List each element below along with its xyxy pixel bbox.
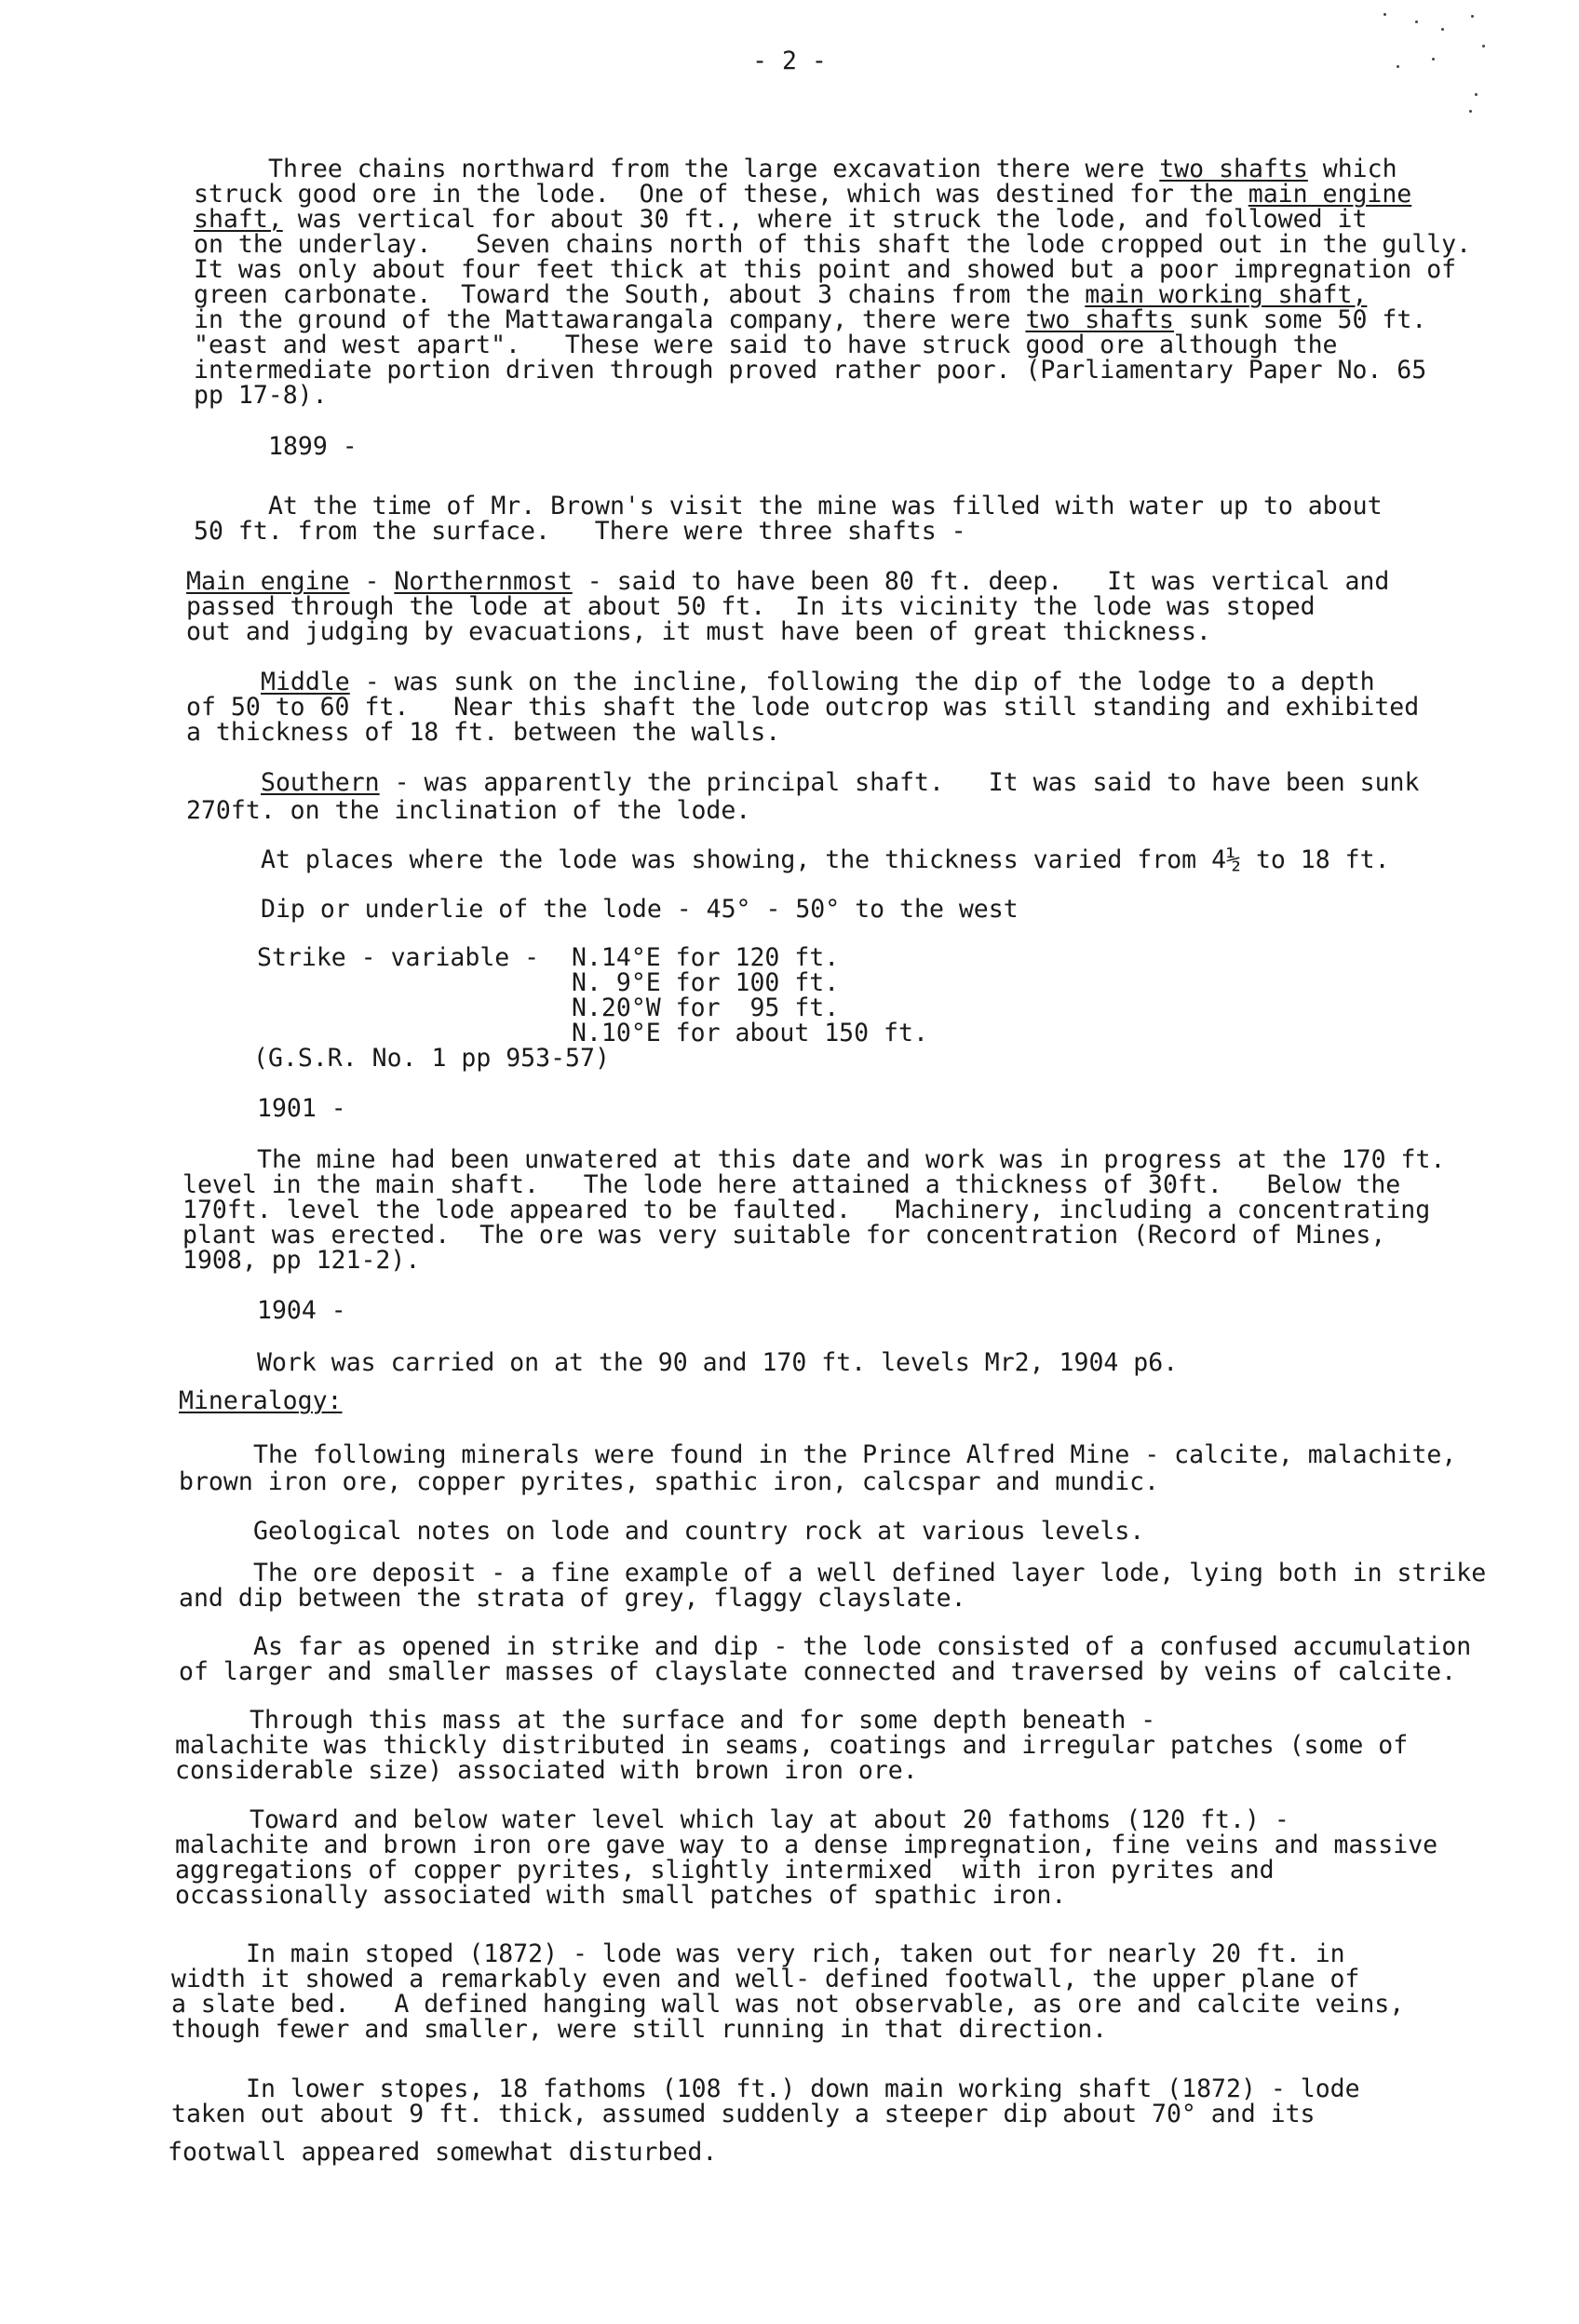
scan-speck: [1469, 110, 1472, 113]
para1-line10: pp 17-8).: [194, 381, 328, 410]
toward-line3: aggregations of copper pyrites, slightly intermixed with iron pyrites and: [175, 1856, 1275, 1885]
mineralogy-heading: Mineralogy:: [179, 1386, 343, 1415]
strike-line-4: N.10°E for about 150 ft.: [572, 1019, 928, 1047]
middle-line3: a thickness of 18 ft. between the walls.: [186, 718, 781, 747]
scan-speck: [1482, 45, 1485, 47]
strike-line-1: N.14°E for 120 ft.: [572, 943, 840, 972]
middle-line1: Middle - was sunk on the incline, following the dip of the lodge to a depth: [261, 668, 1375, 696]
para-1901-line2: level in the main shaft. The lode here attained a thickness of 30ft. Below the: [182, 1170, 1401, 1199]
para-1901-line4: plant was erected. The ore was very suitable for concentration (Record of Mines,: [182, 1221, 1386, 1250]
through-line1: Through this mass at the surface and for some depth beneath -: [250, 1706, 1156, 1735]
through-line2: malachite was thickly distributed in seams, coatings and irregular patches (some of: [175, 1731, 1409, 1760]
strike-line-3: N.20°W for 95 ft.: [572, 993, 840, 1022]
southern-line1: Southern - was apparently the principal shaft. It was said to have been sunk: [261, 768, 1420, 797]
para1-line4: on the underlay. Seven chains north of this shaft the lode cropped out in the gully.: [194, 230, 1472, 259]
para1-line6: green carbonate. Toward the South, about 3 chains from the main working shaft,: [194, 280, 1368, 309]
scan-speck: [1471, 15, 1474, 18]
strike-label: Strike - variable -: [257, 943, 540, 972]
para-1904: Work was carried on at the 90 and 170 ft. levels Mr2, 1904 p6.: [257, 1348, 1179, 1377]
as-far-line1: As far as opened in strike and dip - the lode consisted of a confused accumulation: [253, 1632, 1472, 1661]
main-engine-line3: out and judging by evacuations, it must have been of great thickness.: [186, 617, 1211, 646]
scan-speck: [1441, 28, 1444, 31]
para-1901-line3: 170ft. level the lode appeared to be faulted. Machinery, including a concentrating: [182, 1196, 1431, 1224]
dip-line: Dip or underlie of the lode - 45° - 50° to the west: [261, 895, 1019, 924]
para-1899-line1: At the time of Mr. Brown's visit the mine was filled with water up to about: [268, 492, 1383, 520]
toward-line2: malachite and brown iron ore gave way to a dense impregnation, fine veins and massive: [175, 1831, 1438, 1859]
toward-line4: occassionally associated with small patches of spathic iron.: [175, 1881, 1067, 1910]
scan-speck: [1415, 20, 1418, 23]
ore-deposit-line2: and dip between the strata of grey, flaggy clayslate.: [179, 1584, 966, 1613]
southern-line2: 270ft. on the inclination of the lode.: [186, 796, 751, 825]
as-far-line2: of larger and smaller masses of clayslate connected and traversed by veins of calcite.: [179, 1657, 1457, 1686]
year-heading-1899: 1899 -: [268, 432, 358, 461]
main-stoped-line1: In main stoped (1872) - lode was very rich, taken out for nearly 20 ft. in: [246, 1939, 1345, 1968]
main-stoped-line2: width it showed a remarkably even and well- defined footwall, the upper plane of: [171, 1965, 1360, 1993]
minerals-line1: The following minerals were found in the Prince Alfred Mine - calcite, malachite,: [253, 1440, 1457, 1469]
lower-stopes-line2: taken out about 9 ft. thick, assumed suddenly a steeper dip about 70° and its: [171, 2100, 1316, 2128]
strike-line-2: N. 9°E for 100 ft.: [572, 968, 840, 997]
thickness-line: At places where the lode was showing, the thickness varied from 4½ to 18 ft.: [261, 845, 1390, 874]
para1-line3: shaft, was vertical for about 30 ft., where it struck the lode, and followed it: [194, 205, 1368, 234]
para-1901-line5: 1908, pp 121-2).: [182, 1246, 421, 1275]
year-heading-1904: 1904 -: [257, 1296, 346, 1325]
strike-reference: (G.S.R. No. 1 pp 953-57): [253, 1044, 610, 1073]
main-engine-line2: passed through the lode at about 50 ft. In its vicinity the lode was stoped: [186, 592, 1316, 621]
main-stoped-line3: a slate bed. A defined hanging wall was not observable, as ore and calcite veins,: [171, 1990, 1405, 2019]
para1-line7: in the ground of the Mattawarangala company, there were two shafts sunk some 50 ft.: [194, 305, 1427, 334]
lower-stopes-line1: In lower stopes, 18 fathoms (108 ft.) down main working shaft (1872) - lode: [246, 2074, 1360, 2103]
para-1901-line1: The mine had been unwatered at this date and work was in progress at the 170 ft.: [257, 1145, 1446, 1174]
scan-speck: [1475, 93, 1478, 96]
para1-line9: intermediate portion driven through proved rather poor. (Parliamentary Paper No. 65: [194, 356, 1427, 385]
main-engine-line1: Main engine - Northernmost - said to have been 80 ft. deep. It was vertical and: [186, 567, 1390, 596]
minerals-line2: brown iron ore, copper pyrites, spathic iron, calcspar and mundic.: [179, 1467, 1159, 1496]
ore-deposit-line1: The ore deposit - a fine example of a well defined layer lode, lying both in strike: [253, 1559, 1487, 1588]
middle-line2: of 50 to 60 ft. Near this shaft the lode outcrop was still standing and exhibited: [186, 693, 1420, 722]
main-stoped-line4: though fewer and smaller, were still running in that direction.: [171, 2015, 1108, 2044]
para1-line8: "east and west apart". These were said to have struck good ore although the: [194, 331, 1338, 359]
para1-line5: It was only about four feet thick at this point and showed but a poor impregnation of: [194, 255, 1457, 284]
year-heading-1901: 1901 -: [257, 1094, 346, 1123]
scan-speck: [1383, 13, 1386, 16]
through-line3: considerable size) associated with brown iron ore.: [175, 1756, 918, 1785]
toward-line1: Toward and below water level which lay at about 20 fathoms (120 ft.) -: [250, 1805, 1289, 1834]
lower-stopes-line3: footwall appeared somewhat disturbed.: [168, 2138, 718, 2167]
para-1899-line2: 50 ft. from the surface. There were three shafts -: [194, 517, 966, 546]
para1-line1: Three chains northward from the large excavation there were two shafts which: [268, 155, 1397, 183]
geological-notes: Geological notes on lode and country rock at various levels.: [253, 1517, 1145, 1546]
page-number: - 2 -: [752, 47, 827, 75]
para1-line2: struck good ore in the lode. One of these, which was destined for the main engine: [194, 180, 1412, 209]
